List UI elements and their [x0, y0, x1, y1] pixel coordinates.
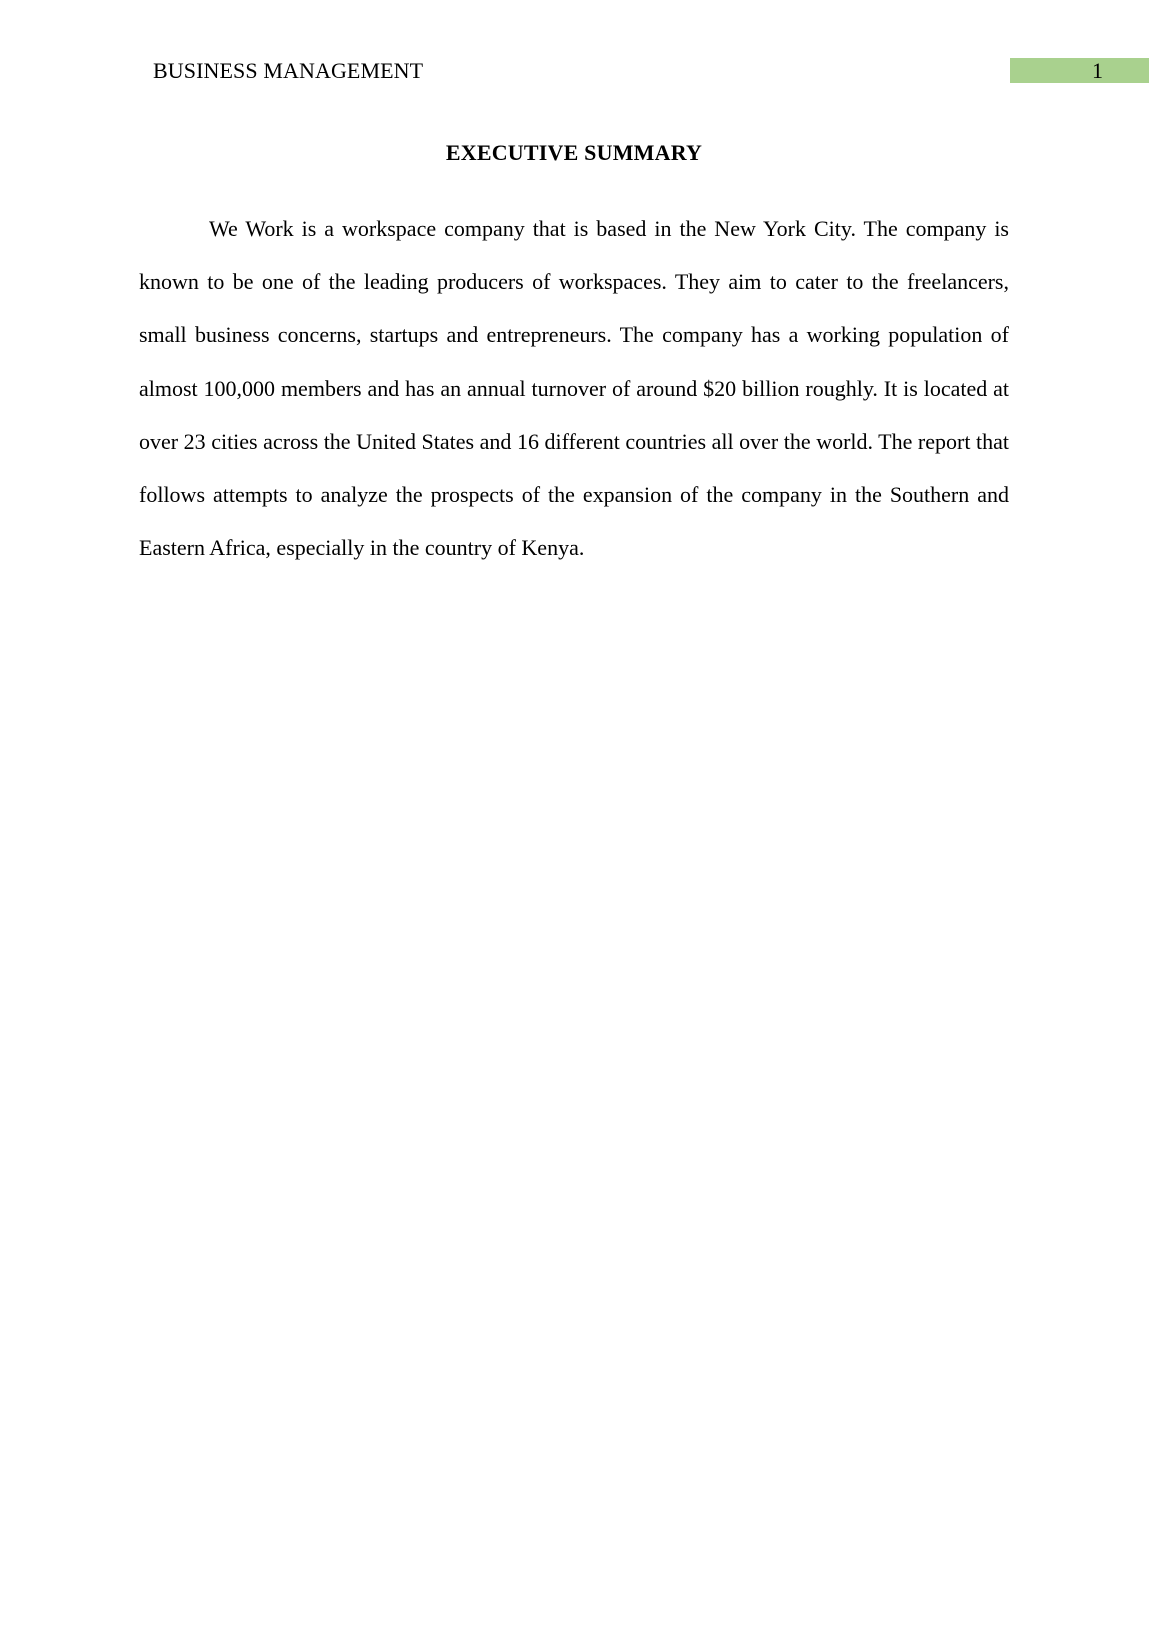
- running-head: BUSINESS MANAGEMENT: [153, 58, 424, 83]
- page-number-highlight: [1010, 58, 1149, 83]
- section-title: EXECUTIVE SUMMARY: [445, 140, 703, 165]
- page-number: 1: [1092, 58, 1103, 83]
- body-paragraph: We Work is a workspace company that is based in the New York City. The company is known to be one of the leading producers of workspaces. They aim to cater to the freelancers, small business concerns, startups and entrepreneurs. The company has a working population of almost 100,000 members and has an annual turnover of around $20 billion roughly. It is located at over 23 cities across the United States and 16 different countries all over the world. The report that follows attempts to analyze the prospects of the expansion of the company in the Southern and Eastern Africa, especially in the country of Kenya.: [139, 216, 1009, 561]
- page-header: [0, 0, 1158, 100]
